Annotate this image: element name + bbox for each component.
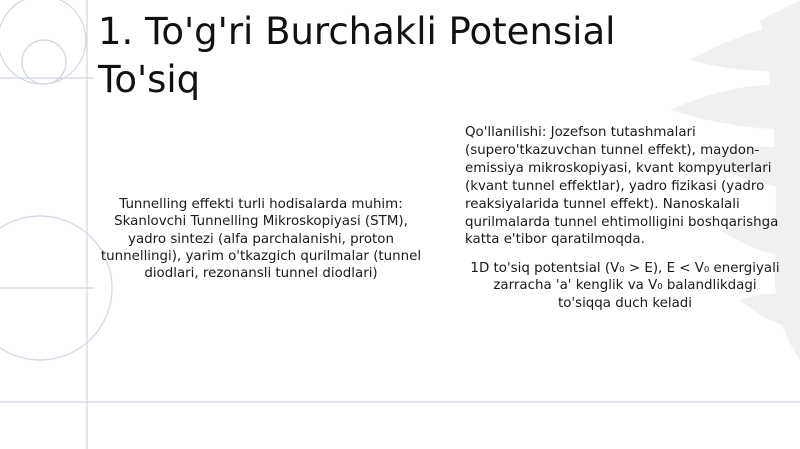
right-subtext-block: 1D to'siq potentsial (V₀ > E), E < V₀ energiyali zarracha 'a' kenglik va V₀ balandlikdagi to'siqqa duch keladi: [470, 261, 780, 311]
left-text-block: Tunnelling effekti turli hodisalarda muhim: Skanlovchi Tunnelling Mikroskopiyasi (STM), yadro sintezi (alfa parchalanishi, proton tunnellingi), yarim o'tkazgich qurilmalar (tunnel diodlari, rezonansli tunnel diodlari): [100, 197, 422, 282]
slide-title-line1: 1. To'g'ri Burchakli Potensial: [98, 10, 616, 53]
slide-title: [98, 8, 778, 104]
slide-title-line2: To'siq: [98, 58, 201, 101]
right-text-block: Qo'llanilishi: Jozefson tutashmalari (supero'tkazuvchan tunnel effekt), maydon-emissiya mikroskopiyasi, kvant kompyuterlari (kvant tunnel effektlar), yadro fizikasi (yadro reaksiyalarida tunnel effekt). Nanoskalali qurilmalarda tunnel ehtimolligini boshqarishga katta e'tibor qaratilmoqda.: [465, 125, 779, 248]
deco-large-circle: [0, 0, 86, 84]
